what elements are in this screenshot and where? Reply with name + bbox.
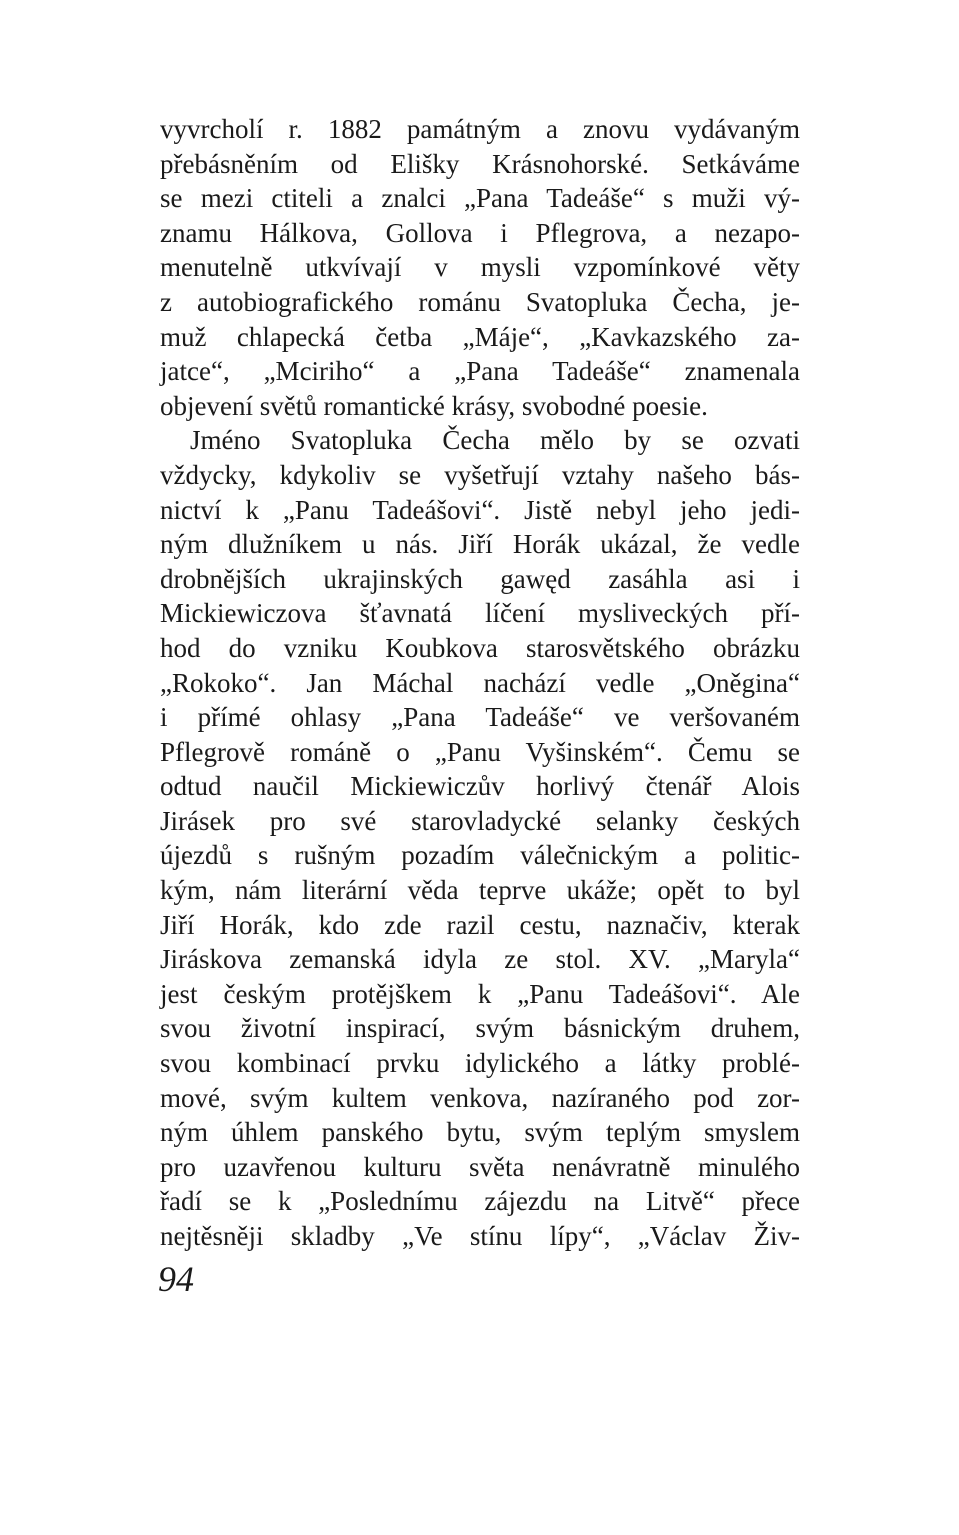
text-line: svou životní inspirací, svým básnickým druhem, xyxy=(160,1013,800,1044)
text-line: i přímé ohlasy „Pana Tadeáše“ ve veršovaném xyxy=(160,702,800,733)
text-line: jatce“, „Mciriho“ a „Pana Tadeáše“ znamenala xyxy=(160,356,800,387)
text-line: menutelně utkvívají v mysli vzpomínkové věty xyxy=(160,252,800,283)
text-line: jest českým protějškem k „Panu Tadeášovi“. Ale xyxy=(160,978,800,1009)
text-line: muž chlapecká četba „Máje“, „Kavkazského za- xyxy=(160,321,800,352)
page-number: 94 xyxy=(158,1259,194,1299)
paragraph-1 xyxy=(160,112,800,423)
text-line: Pflegrově románě o „Panu Vyšinském“. Čemu se xyxy=(160,736,800,767)
text-line: znamu Hálkova, Gollova i Pflegrova, a nezapo- xyxy=(160,217,800,248)
text-line: mové, svým kultem venkova, nazíraného pod zor- xyxy=(160,1082,800,1113)
text-line: újezdů s rušným pozadím válečnickým a politic- xyxy=(160,840,800,871)
text-line: drobnějších ukrajinských gawęd zasáhla asi i xyxy=(160,563,800,594)
text-line: Jméno Svatopluka Čecha mělo by se ozvati xyxy=(190,425,800,456)
text-line: nictví k „Panu Tadeášovi“. Jistě nebyl jeho jedi- xyxy=(160,494,800,525)
text-line: Jiráskova zemanská idyla ze stol. XV. „Maryla“ xyxy=(160,944,800,975)
text-line: se mezi ctiteli a znalci „Pana Tadeáše“ s muži vý- xyxy=(160,183,800,214)
text-line: objevení světů romantické krásy, svobodné poesie. xyxy=(160,390,708,421)
text-line: vždycky, kdykoliv se vyšetřují vztahy našeho bás- xyxy=(160,459,800,490)
text-line: nejtěsněji skladby „Ve stínu lípy“, „Václav Živ- xyxy=(160,1221,800,1251)
text-line: přebásněním od Elišky Krásnohorské. Setkáváme xyxy=(160,148,800,179)
body-text xyxy=(160,112,800,1254)
text-line: Jirásek pro své starovladycké selanky českých xyxy=(160,805,800,836)
text-line: ným dlužníkem u nás. Jiří Horák ukázal, že vedle xyxy=(160,529,800,560)
text-line: Mickiewiczova šťavnatá líčení mysliveckých pří- xyxy=(160,598,800,629)
text-line: ným úhlem panského bytu, svým teplým smyslem xyxy=(160,1117,800,1148)
paragraph-2 xyxy=(160,423,800,1253)
text-line: svou kombinací prvku idylického a látky problé- xyxy=(160,1048,800,1079)
text-line: z autobiografického románu Svatopluka Čecha, je- xyxy=(160,286,800,317)
text-line: Jiří Horák, kdo zde razil cestu, naznačiv, kterak xyxy=(160,909,800,940)
text-line: hod do vzniku Koubkova starosvětského obrázku xyxy=(160,632,800,663)
text-line: kým, nám literární věda teprve ukáže; opět to byl xyxy=(160,875,800,906)
text-line: pro uzavřenou kulturu světa nenávratně minulého xyxy=(160,1151,800,1182)
text-line: „Rokoko“. Jan Máchal nachází vedle „Oněgina“ xyxy=(160,667,800,698)
text-line: řadí se k „Poslednímu zájezdu na Litvě“ přece xyxy=(160,1186,800,1217)
text-line: odtud naučil Mickiewiczův horlivý čtenář Alois xyxy=(160,771,800,802)
text-line: vyvrcholí r. 1882 památným a znovu vydávaným xyxy=(160,114,800,144)
